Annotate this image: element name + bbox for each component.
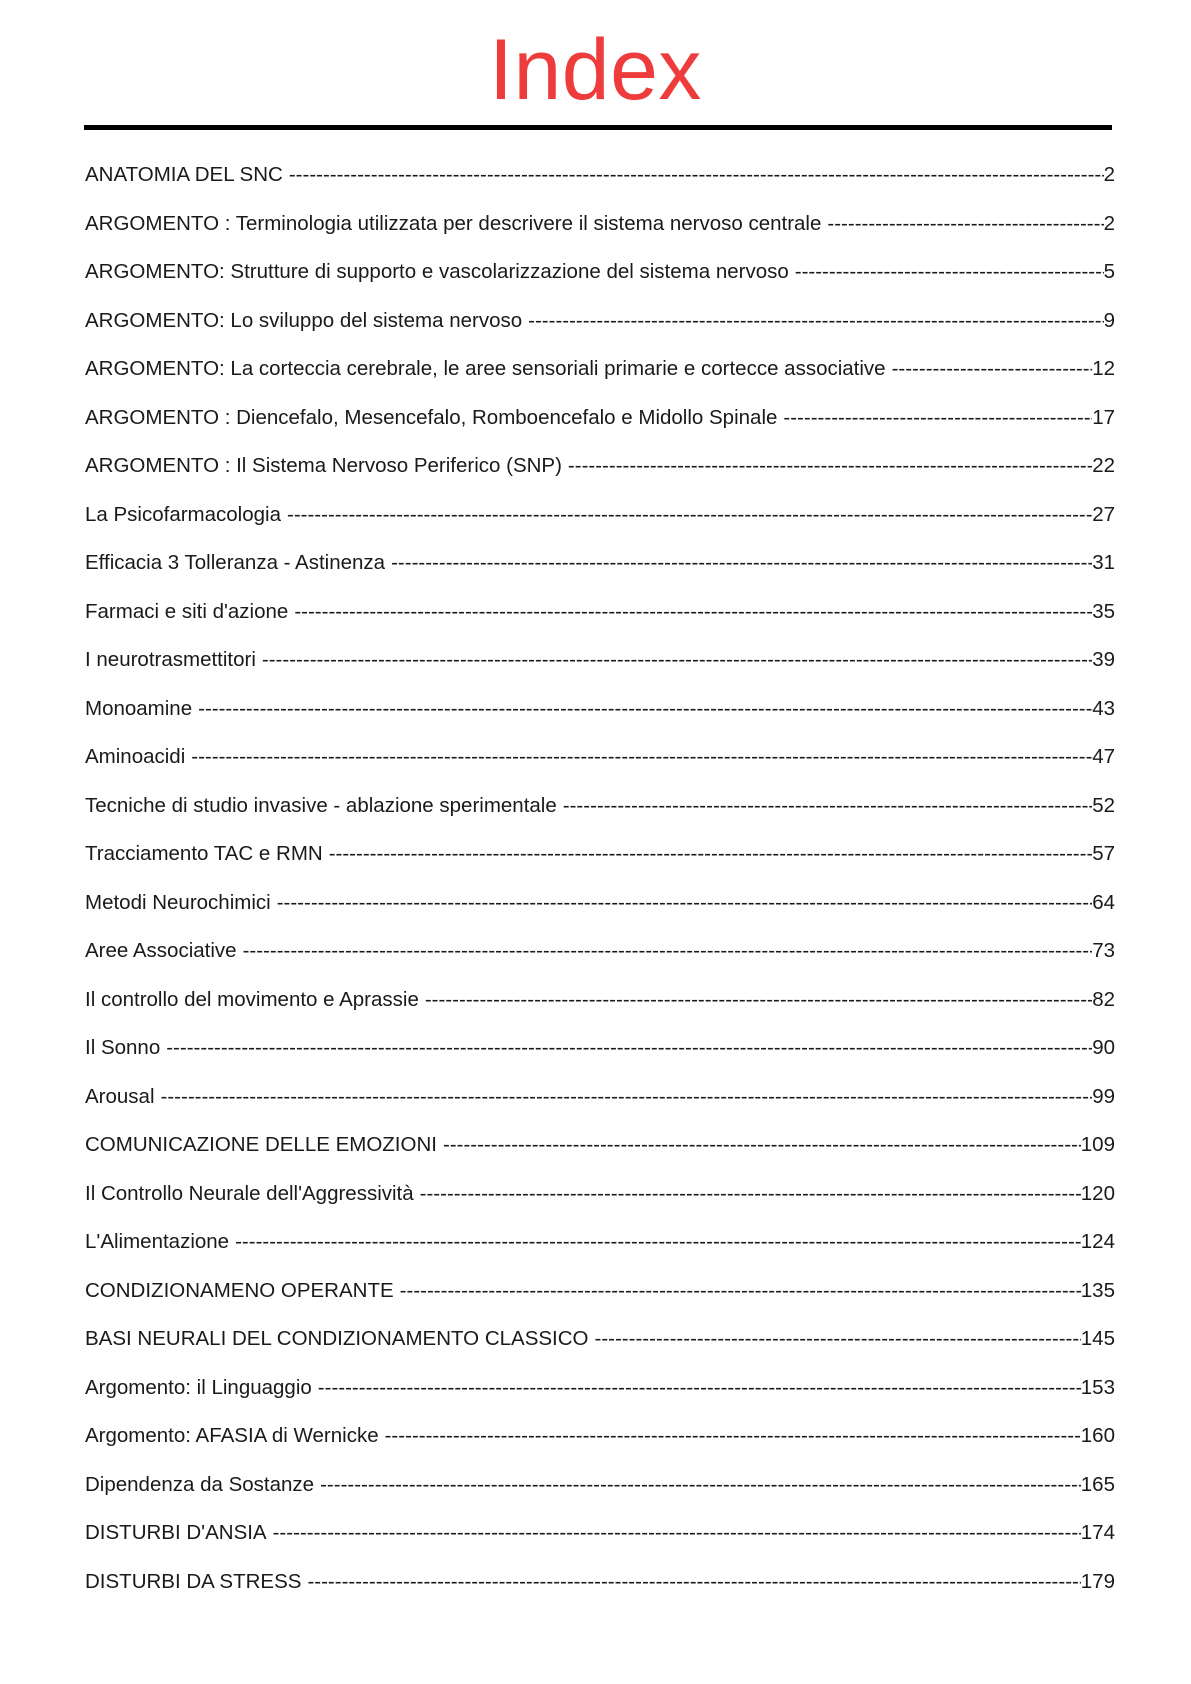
toc-entry-label: Aree Associative xyxy=(85,939,237,962)
toc-dot-leader xyxy=(783,401,1092,435)
toc-entry-page: 43 xyxy=(1092,696,1115,720)
toc-entry-label: Argomento: AFASIA di Wernicke xyxy=(85,1424,379,1447)
toc-dot-leader xyxy=(198,692,1092,726)
toc-entry-label: Il controllo del movimento e Aprassie xyxy=(85,987,419,1011)
toc-entry-label: Tracciamento TAC e RMN xyxy=(85,842,323,865)
toc-entry[interactable] xyxy=(85,352,1115,401)
toc-entry-label: L'Alimentazione xyxy=(85,1230,230,1253)
toc-entry-page: 179 xyxy=(1080,1569,1115,1593)
toc-entry[interactable] xyxy=(85,1419,1115,1468)
toc-dot-leader xyxy=(420,1177,1081,1211)
toc-dot-leader xyxy=(443,1128,1081,1162)
toc-dot-leader xyxy=(400,1274,1081,1308)
toc-entry-page: 27 xyxy=(1092,502,1115,526)
toc-dot-leader xyxy=(329,837,1092,871)
toc-entry[interactable] xyxy=(85,207,1115,256)
toc-entry-label: COMUNICAZIONE DELLE EMOZIONI xyxy=(85,1133,437,1156)
toc-dot-leader xyxy=(262,643,1092,677)
toc-entry-label: ARGOMENTO: Lo sviluppo del sistema nervoso xyxy=(85,308,523,332)
toc-dot-leader xyxy=(385,1419,1081,1453)
toc-dot-leader xyxy=(294,595,1092,629)
toc-entry-page: 2 xyxy=(1103,211,1115,235)
toc-entry-page: 90 xyxy=(1092,1036,1115,1059)
page-title: Index xyxy=(489,22,702,118)
toc-entry-page: 124 xyxy=(1080,1230,1115,1253)
toc-entry[interactable] xyxy=(85,595,1115,644)
toc-entry-label: Argomento: il Linguaggio xyxy=(85,1375,312,1399)
toc-entry[interactable] xyxy=(85,837,1115,886)
toc-entry[interactable] xyxy=(85,886,1115,935)
toc-entry[interactable] xyxy=(85,1225,1115,1274)
toc-dot-leader xyxy=(892,352,1093,386)
toc-entry[interactable] xyxy=(85,1031,1115,1080)
toc-entry[interactable] xyxy=(85,1080,1115,1129)
toc-entry-label: Monoamine xyxy=(85,696,193,720)
toc-entry[interactable] xyxy=(85,934,1115,983)
toc-entry-page: 9 xyxy=(1103,308,1115,332)
toc-entry-page: 31 xyxy=(1092,551,1115,574)
toc-entry-label: BASI NEURALI DEL CONDIZIONAMENTO CLASSICO xyxy=(85,1327,589,1350)
toc-entry-label: DISTURBI D'ANSIA xyxy=(85,1521,267,1544)
toc-dot-leader xyxy=(391,546,1092,580)
toc-entry[interactable] xyxy=(85,1177,1115,1226)
toc-entry-page: 73 xyxy=(1092,939,1115,962)
toc-dot-leader xyxy=(166,1031,1092,1065)
toc-entry[interactable] xyxy=(85,449,1115,498)
toc-dot-leader xyxy=(318,1371,1081,1405)
toc-entry-page: 2 xyxy=(1103,163,1115,186)
toc-entry-page: 160 xyxy=(1080,1424,1115,1447)
toc-entry[interactable] xyxy=(85,498,1115,547)
toc-entry-page: 52 xyxy=(1092,793,1115,817)
toc-entry-label: Farmaci e siti d'azione xyxy=(85,599,289,623)
toc-entry-page: 109 xyxy=(1080,1133,1115,1156)
toc-entry-page: 165 xyxy=(1080,1472,1115,1496)
toc-entry[interactable] xyxy=(85,546,1115,595)
toc-dot-leader xyxy=(320,1468,1081,1502)
toc-entry-label: ARGOMENTO : Il Sistema Nervoso Periferico (SNP) xyxy=(85,454,562,477)
toc-entry[interactable] xyxy=(85,789,1115,838)
toc-entry-label: Efficacia 3 Tolleranza - Astinenza xyxy=(85,551,386,574)
toc-entry-label: DISTURBI DA STRESS xyxy=(85,1569,302,1593)
toc-entry-page: 174 xyxy=(1080,1521,1115,1544)
toc-entry-label: Dipendenza da Sostanze xyxy=(85,1472,315,1496)
toc-entry-page: 64 xyxy=(1092,890,1115,914)
toc-entry-label: ARGOMENTO: Strutture di supporto e vascolarizzazione del sistema nervoso xyxy=(85,260,789,283)
toc-entry-page: 5 xyxy=(1103,260,1115,283)
toc-entry[interactable] xyxy=(85,304,1115,353)
toc-entry-label: CONDIZIONAMENO OPERANTE xyxy=(85,1278,394,1302)
toc-dot-leader xyxy=(827,207,1103,241)
toc-entry-label: Aminoacidi xyxy=(85,745,186,768)
toc-entry-label: Il Controllo Neurale dell'Aggressività xyxy=(85,1181,414,1205)
toc-entry-label: Il Sonno xyxy=(85,1036,161,1059)
toc-entry[interactable] xyxy=(85,1516,1115,1565)
toc-entry-label: ANATOMIA DEL SNC xyxy=(85,163,283,186)
toc-entry-label: ARGOMENTO: La corteccia cerebrale, le aree sensoriali primarie e cortecce associative xyxy=(85,357,886,380)
toc-entry[interactable] xyxy=(85,1128,1115,1177)
table-of-contents xyxy=(85,158,1115,1613)
toc-entry-label: La Psicofarmacologia xyxy=(85,502,281,526)
toc-entry[interactable] xyxy=(85,1468,1115,1517)
toc-entry[interactable] xyxy=(85,643,1115,692)
toc-dot-leader xyxy=(277,886,1092,920)
toc-entry-page: 82 xyxy=(1092,987,1115,1011)
toc-dot-leader xyxy=(273,1516,1081,1550)
toc-entry-label: Metodi Neurochimici xyxy=(85,890,271,914)
toc-entry-page: 99 xyxy=(1092,1084,1115,1108)
toc-dot-leader xyxy=(425,983,1092,1017)
toc-entry-page: 39 xyxy=(1092,648,1115,671)
toc-entry-page: 153 xyxy=(1080,1375,1115,1399)
toc-dot-leader xyxy=(528,304,1103,338)
toc-entry-label: ARGOMENTO : Diencefalo, Mesencefalo, Romboencefalo e Midollo Spinale xyxy=(85,405,778,429)
toc-dot-leader xyxy=(307,1565,1080,1599)
toc-entry[interactable] xyxy=(85,401,1115,450)
toc-dot-leader xyxy=(568,449,1092,483)
toc-entry-page: 120 xyxy=(1080,1181,1115,1205)
toc-entry[interactable] xyxy=(85,158,1115,207)
title-divider xyxy=(84,125,1112,130)
toc-dot-leader xyxy=(191,740,1092,774)
toc-entry-label: I neurotrasmettitori xyxy=(85,648,256,671)
toc-dot-leader xyxy=(243,934,1093,968)
toc-entry[interactable] xyxy=(85,1371,1115,1420)
toc-dot-leader xyxy=(161,1080,1093,1114)
toc-dot-leader xyxy=(287,498,1092,532)
toc-entry[interactable] xyxy=(85,255,1115,304)
toc-dot-leader xyxy=(235,1225,1081,1259)
toc-dot-leader xyxy=(795,255,1104,289)
toc-entry[interactable] xyxy=(85,740,1115,789)
toc-entry-page: 35 xyxy=(1092,599,1115,623)
toc-entry-page: 12 xyxy=(1092,357,1115,380)
toc-entry-label: Arousal xyxy=(85,1084,155,1108)
toc-dot-leader xyxy=(289,158,1104,192)
toc-dot-leader xyxy=(595,1322,1081,1356)
toc-entry-page: 47 xyxy=(1092,745,1115,768)
toc-entry-label: Tecniche di studio invasive - ablazione sperimentale xyxy=(85,793,557,817)
toc-entry[interactable] xyxy=(85,1274,1115,1323)
toc-entry[interactable] xyxy=(85,983,1115,1032)
toc-entry[interactable] xyxy=(85,1322,1115,1371)
toc-entry-page: 17 xyxy=(1092,405,1115,429)
toc-entry[interactable] xyxy=(85,692,1115,741)
toc-entry-page: 22 xyxy=(1092,454,1115,477)
toc-dot-leader xyxy=(563,789,1092,823)
toc-entry[interactable] xyxy=(85,1565,1115,1614)
toc-entry-page: 145 xyxy=(1080,1327,1115,1350)
toc-entry-label: ARGOMENTO : Terminologia utilizzata per descrivere il sistema nervoso centrale xyxy=(85,211,822,235)
toc-entry-page: 57 xyxy=(1092,842,1115,865)
toc-entry-page: 135 xyxy=(1080,1278,1115,1302)
